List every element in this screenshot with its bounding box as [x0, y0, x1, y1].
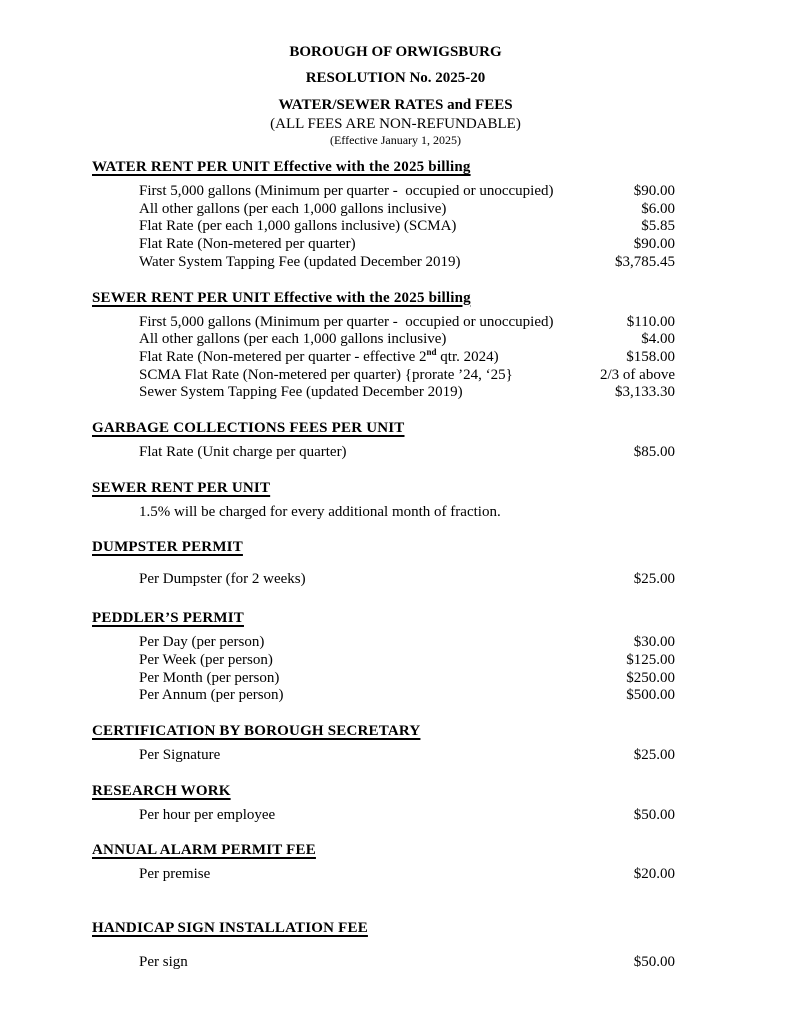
fee-amount: $6.00: [641, 200, 675, 217]
section-water-rent: [92, 158, 675, 272]
fee-amount: $5.85: [641, 218, 675, 235]
section-heading: PEDDLER’S PERMIT: [92, 610, 244, 627]
fee-row: [92, 384, 675, 402]
fee-label: Flat Rate (per each 1,000 gallons inclusive) (SCMA): [139, 218, 457, 235]
fee-row: [92, 571, 675, 589]
fee-amount: $50.00: [633, 954, 675, 971]
fee-rows: [92, 444, 675, 462]
resolution-number: RESOLUTION No. 2025-20: [305, 70, 486, 86]
section-garbage-fees: [92, 419, 675, 462]
section-heading: RESEARCH WORK: [92, 782, 231, 799]
fee-label: Per Day (per person): [139, 634, 265, 651]
fee-amount: $85.00: [633, 444, 675, 461]
fee-rows: [92, 183, 675, 272]
section-heading: DUMPSTER PERMIT: [92, 539, 243, 556]
fee-label: SCMA Flat Rate (Non-metered per quarter) {prorate ’24, ‘25}: [139, 366, 513, 383]
section-heading: WATER RENT PER UNIT Effective with the 2025 billing: [92, 159, 471, 175]
fee-amount: $90.00: [633, 236, 675, 253]
fee-label: First 5,000 gallons (Minimum per quarter - occupied or unoccupied): [139, 183, 554, 199]
fee-row: [92, 954, 675, 972]
fee-rows: [92, 866, 675, 884]
fee-row: [92, 183, 675, 201]
fee-amount: $3,133.30: [615, 384, 675, 401]
ordinal-superscript: nd: [426, 346, 437, 357]
fee-row: [92, 346, 675, 367]
fee-amount: $250.00: [626, 669, 675, 686]
fee-row: [92, 201, 675, 219]
org-name: BOROUGH OF ORWIGSBURG: [289, 44, 502, 60]
fee-label: All other gallons (per each 1,000 gallons inclusive): [139, 200, 447, 217]
fee-rows: [92, 954, 675, 972]
fee-label: Per premise: [139, 866, 211, 883]
section-handicap-sign: [92, 919, 675, 972]
section-sewer-rent: [92, 289, 675, 403]
fee-label: Flat Rate (Non-metered per quarter - effective 2nd qtr. 2024): [139, 346, 499, 365]
fee-label: Flat Rate (Unit charge per quarter): [139, 444, 347, 461]
fee-amount: 2/3 of above: [600, 366, 675, 383]
fee-rows: [92, 807, 675, 825]
section-dumpster-permit: [92, 538, 675, 589]
fee-row: [92, 866, 675, 884]
non-refundable-note: (ALL FEES ARE NON-REFUNDABLE): [270, 116, 521, 132]
fee-rows: [92, 504, 675, 522]
fee-row: [92, 687, 675, 705]
fee-amount: $125.00: [626, 651, 675, 668]
fee-rows: [92, 314, 675, 403]
section-sewer-rent-note: [92, 479, 675, 522]
fee-label: First 5,000 gallons (Minimum per quarter - occupied or unoccupied): [139, 313, 554, 330]
fee-row: [92, 652, 675, 670]
fee-amount: $30.00: [633, 634, 675, 651]
fee-label: Per Annum (per person): [139, 687, 284, 704]
section-certification: [92, 722, 675, 765]
fee-row: [92, 444, 675, 462]
effective-date: (Effective January 1, 2025): [329, 133, 462, 147]
fee-row: [92, 807, 675, 825]
section-peddlers-permit: [92, 609, 675, 705]
fee-label: Sewer System Tapping Fee (updated December 2019): [139, 384, 463, 401]
fee-rows: [92, 747, 675, 765]
section-alarm-permit: [92, 841, 675, 884]
section-heading: CERTIFICATION BY BOROUGH SECRETARY: [92, 722, 421, 739]
fee-label: Per Signature: [139, 746, 221, 763]
fee-amount: $3,785.45: [615, 253, 675, 270]
fee-amount: $4.00: [641, 331, 675, 348]
section-heading: ANNUAL ALARM PERMIT FEE: [92, 842, 316, 859]
fee-amount: $25.00: [633, 746, 675, 763]
document-title: WATER/SEWER RATES and FEES: [278, 97, 513, 113]
fee-row: [92, 747, 675, 765]
fee-row: [92, 331, 675, 349]
fee-rows: [92, 571, 675, 589]
fee-amount: $50.00: [633, 806, 675, 823]
fee-row: [92, 218, 675, 236]
fee-amount: $110.00: [626, 313, 675, 330]
fee-label: Flat Rate (Non-metered per quarter): [139, 236, 356, 253]
late-charge-note: 1.5% will be charged for every additional month of fraction.: [139, 503, 501, 520]
section-heading: SEWER RENT PER UNIT Effective with the 2025 billing: [92, 289, 471, 306]
section-heading: HANDICAP SIGN INSTALLATION FEE: [92, 920, 368, 937]
fee-row: [92, 670, 675, 688]
fee-amount: $25.00: [633, 571, 675, 588]
fee-row: [92, 314, 675, 332]
fee-label: Per Week (per person): [139, 651, 273, 668]
fee-amount: $20.00: [633, 866, 675, 883]
fee-label: Per Dumpster (for 2 weeks): [139, 571, 306, 588]
fee-amount: $500.00: [626, 687, 675, 704]
fee-schedule: [92, 158, 675, 972]
fee-amount: $158.00: [626, 348, 675, 365]
section-research-work: [92, 782, 675, 825]
fee-label: Per sign: [139, 954, 188, 971]
document-header: [0, 43, 791, 148]
fee-rows: [92, 634, 675, 705]
fee-label: Per Month (per person): [139, 669, 280, 686]
fee-row: [92, 236, 675, 254]
fee-label: All other gallons (per each 1,000 gallons inclusive): [139, 331, 447, 348]
fee-row: [92, 367, 675, 385]
fee-row: [92, 254, 675, 272]
fee-amount: $90.00: [633, 183, 675, 199]
fee-label: Water System Tapping Fee (updated December 2019): [139, 253, 461, 270]
section-heading: SEWER RENT PER UNIT: [92, 479, 271, 496]
section-heading: GARBAGE COLLECTIONS FEES PER UNIT: [92, 420, 405, 437]
fee-label: Per hour per employee: [139, 806, 276, 823]
fee-row: [92, 634, 675, 652]
